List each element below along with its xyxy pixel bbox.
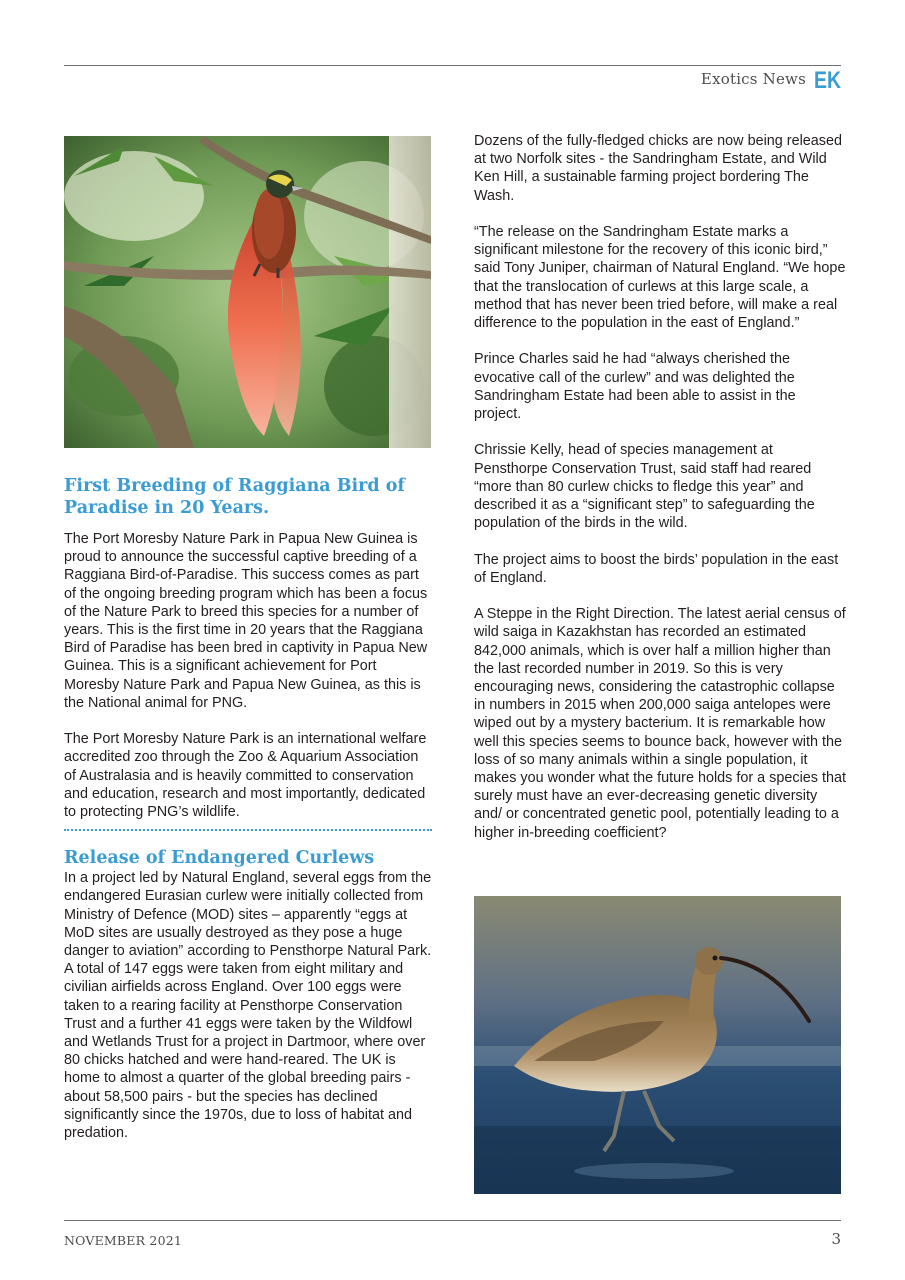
left-column	[64, 475, 434, 1142]
article-paragraph: The Port Moresby Nature Park in Papua New Guinea is proud to announce the successful captive breeding of a Raggiana Bird-of-Paradise. This success comes as part of the ongoing breeding program which has been a focus of the Nature Park to breed this species for a number of years. This is the first time in 20 years that the Raggiana Bird of Paradise has been bred in captivity in Papua New Guinea. This is a significant achievement for Port Moresby Nature Park and Papua New Guinea, as this is the National animal for PNG.	[64, 531, 428, 711]
header-rule	[64, 65, 841, 66]
publication-title: Exotics News	[700, 70, 806, 88]
footer-rule	[64, 1220, 841, 1221]
article-paragraph: Dozens of the fully-fledged chicks are now being released at two Norfolk sites - the Sandringham Estate, and Wild Ken Hill, a sustainable farming project bordering The Wash.	[474, 133, 842, 204]
raggiana-bird-photo	[64, 136, 431, 448]
curlew-photo	[474, 896, 841, 1194]
article-heading-curlews: Release of Endangered Curlews	[64, 848, 375, 869]
article-paragraph: Chrissie Kelly, head of species management at Pensthorpe Conservation Trust, said staff had reared “more than 80 curlew chicks to fledge this year” and described it as a “significant step” to safeguarding the population of the birds in the wild.	[474, 442, 815, 532]
article-heading-raggiana: First Breeding of Raggiana Bird of Paradise in 20 Years.	[64, 476, 405, 518]
article-paragraph: The Port Moresby Nature Park is an international welfare accredited zoo through the Zoo & Aquarium Association of Australasia and is heavily committed to conservation and education, research and most importantly, dedicated to protecting PNG’s wildlife.	[64, 731, 427, 821]
issue-date: NOVEMBER 2021	[64, 1233, 183, 1248]
article-paragraph: “The release on the Sandringham Estate marks a significant milestone for the recovery of this iconic bird,” said Tony Juniper, chairman of Natural England. “We hope that the translocation of curlews at this large scale, a method that has never been tried before, will make a real difference to the population in the east of England.”	[474, 224, 846, 332]
logo-text: EK	[814, 67, 842, 94]
section-divider	[64, 829, 432, 831]
article-paragraph: A Steppe in the Right Direction. The latest aerial census of wild saiga in Kazakhstan has recorded an estimated 842,000 animals, which is over half a million higher than the last recorded number in 2019. So this is very encouraging news, considering the catastrophic collapse in numbers in 2015 when 200,000 saiga antelopes were wiped out by a mystery bacterium. It is remarkable how well this species seems to bounce back, however with the loss of so many animals within a single population, it makes you wonder what the future holds for a species that surely must have an ever-decreasing genetic diversity and/ or concentrated genetic pool, potentially leading to a higher in-breeding coefficient?	[474, 606, 846, 841]
page-number: 3	[831, 1230, 841, 1248]
right-column	[474, 132, 846, 842]
article-paragraph: Prince Charles said he had “always cherished the evocative call of the curlew” and was delighted the Sandringham Estate had been able to assist in the project.	[474, 351, 796, 423]
page-header	[700, 67, 842, 94]
ek-logo	[814, 67, 842, 94]
article-paragraph: The project aims to boost the birds’ population in the east of England.	[474, 551, 839, 586]
article-paragraph: In a project led by Natural England, several eggs from the endangered Eurasian curlew were initially collected from Ministry of Defence (MOD) sites – apparently “eggs at MoD sites are usually destroyed as they pose a huge danger to aviation” according to Pensthorpe Natural Park. A total of 147 eggs were taken from eight military and civilian airfields across England. Over 100 eggs were taken to a rearing facility at Pensthorpe Conservation Trust and a further 41 eggs were taken by the Wildfowl and Wetlands Trust for a project in Dartmoor, where over 80 chicks hatched and were hand-reared. The UK is home to almost a quarter of the global breeding pairs - about 58,500 pairs - but the species has declined significantly since the 1970s, due to loss of habitat and predation.	[64, 870, 432, 1142]
